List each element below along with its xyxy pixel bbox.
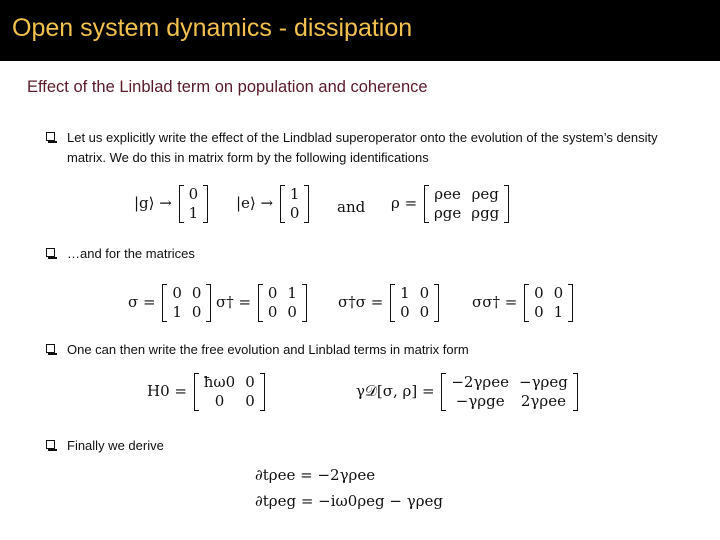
rho-label: ρ = <box>391 194 418 212</box>
bullet-4-text: Finally we derive <box>67 438 164 453</box>
bullet-2-text: …and for the matrices <box>67 246 195 261</box>
matrix-cell: 0 <box>191 284 202 302</box>
sigma-dagger-matrix <box>258 284 307 322</box>
matrix-cell: ρgg <box>471 204 500 222</box>
ket-e-label: |e⟩ → <box>236 194 274 212</box>
matrix-cell: 1 <box>172 303 182 321</box>
sigma-sigma-dagger-label: σσ† = <box>472 293 518 311</box>
matrix-cell: 1 <box>400 284 410 302</box>
rho-equation <box>391 185 511 223</box>
hamiltonian-matrix <box>194 373 265 411</box>
matrix-cell: 0 <box>289 204 300 222</box>
matrix-cell: 0 <box>267 303 278 321</box>
and-word: and <box>337 198 366 216</box>
checkbox-bullet-icon <box>46 440 55 449</box>
sigma-dagger-sigma-label: σ†σ = <box>338 293 384 311</box>
sigma-dagger-sigma-equation <box>338 284 441 322</box>
matrix-cell: 0 <box>534 303 544 321</box>
hamiltonian-equation <box>147 373 267 411</box>
dissipator-matrix <box>441 373 578 411</box>
sigma-dagger-label: σ† = <box>216 293 252 311</box>
matrix-cell: 0 <box>191 303 202 321</box>
matrix-cell: 0 <box>245 373 255 391</box>
ket-e-vector <box>280 185 310 223</box>
checkbox-bullet-icon <box>46 344 55 353</box>
bullet-1-text: Let us explicitly write the effect of the Lindblad superoperator onto the evolution of the system’s density matrix. We do this in matrix form by the following identifications <box>67 130 658 165</box>
checkbox-bullet-icon <box>46 132 55 141</box>
sigma-matrix <box>162 284 211 322</box>
matrix-cell: 0 <box>172 284 182 302</box>
matrix-cell: 0 <box>553 284 564 302</box>
matrix-cell: 0 <box>188 185 199 203</box>
matrix-cell: −2γρee <box>451 373 510 391</box>
ket-g-equation <box>134 185 210 223</box>
matrix-cell: ρge <box>433 204 462 222</box>
matrix-cell: 0 <box>245 392 255 410</box>
matrix-cell: 0 <box>419 284 430 302</box>
hamiltonian-label: H0 = <box>147 382 187 400</box>
matrix-cell: 0 <box>267 284 278 302</box>
matrix-cell: 1 <box>188 204 199 222</box>
matrix-cell: −γρge <box>455 392 505 410</box>
bullet-3-text: One can then write the free evolution and Linblad terms in matrix form <box>67 342 469 357</box>
matrix-cell: 0 <box>214 392 225 410</box>
matrix-cell: ħω0 <box>203 373 236 391</box>
title-bar <box>0 0 720 61</box>
ket-g-label: |g⟩ → <box>134 194 172 212</box>
matrix-cell: ρee <box>434 185 461 203</box>
matrix-cell: −γρeg <box>519 373 568 391</box>
matrix-cell: 0 <box>400 303 410 321</box>
sigma-label: σ = <box>128 293 156 311</box>
matrix-cell: 1 <box>287 284 297 302</box>
matrix-cell: 1 <box>289 185 300 203</box>
dissipator-equation <box>356 373 580 411</box>
dissipator-label: γ𝒟[σ, ρ] = <box>356 382 435 400</box>
sigma-sigma-dagger-matrix <box>524 284 573 322</box>
checkbox-bullet-icon <box>46 248 55 257</box>
slide-title: Open system dynamics - dissipation <box>12 14 413 42</box>
derivative-population-equation: ∂tρee = −2γρee <box>255 466 376 484</box>
sigma-sigma-dagger-equation <box>472 284 575 322</box>
matrix-cell: ρeg <box>471 185 499 203</box>
matrix-cell: 1 <box>553 303 564 321</box>
derivative-coherence-equation: ∂tρeg = −iω0ρeg − γρeg <box>255 492 443 510</box>
sigma-dagger-equation <box>216 284 309 322</box>
matrix-cell: 0 <box>419 303 430 321</box>
matrix-cell: 0 <box>287 303 297 321</box>
ket-g-vector <box>179 185 209 223</box>
matrix-cell: 0 <box>534 284 544 302</box>
slide-subtitle: Effect of the Linblad term on population and coherence <box>27 78 428 96</box>
matrix-cell: 2γρee <box>520 392 566 410</box>
sigma-dagger-sigma-matrix <box>390 284 439 322</box>
ket-e-equation <box>236 185 311 223</box>
rho-matrix <box>424 185 509 223</box>
sigma-equation <box>128 284 213 322</box>
